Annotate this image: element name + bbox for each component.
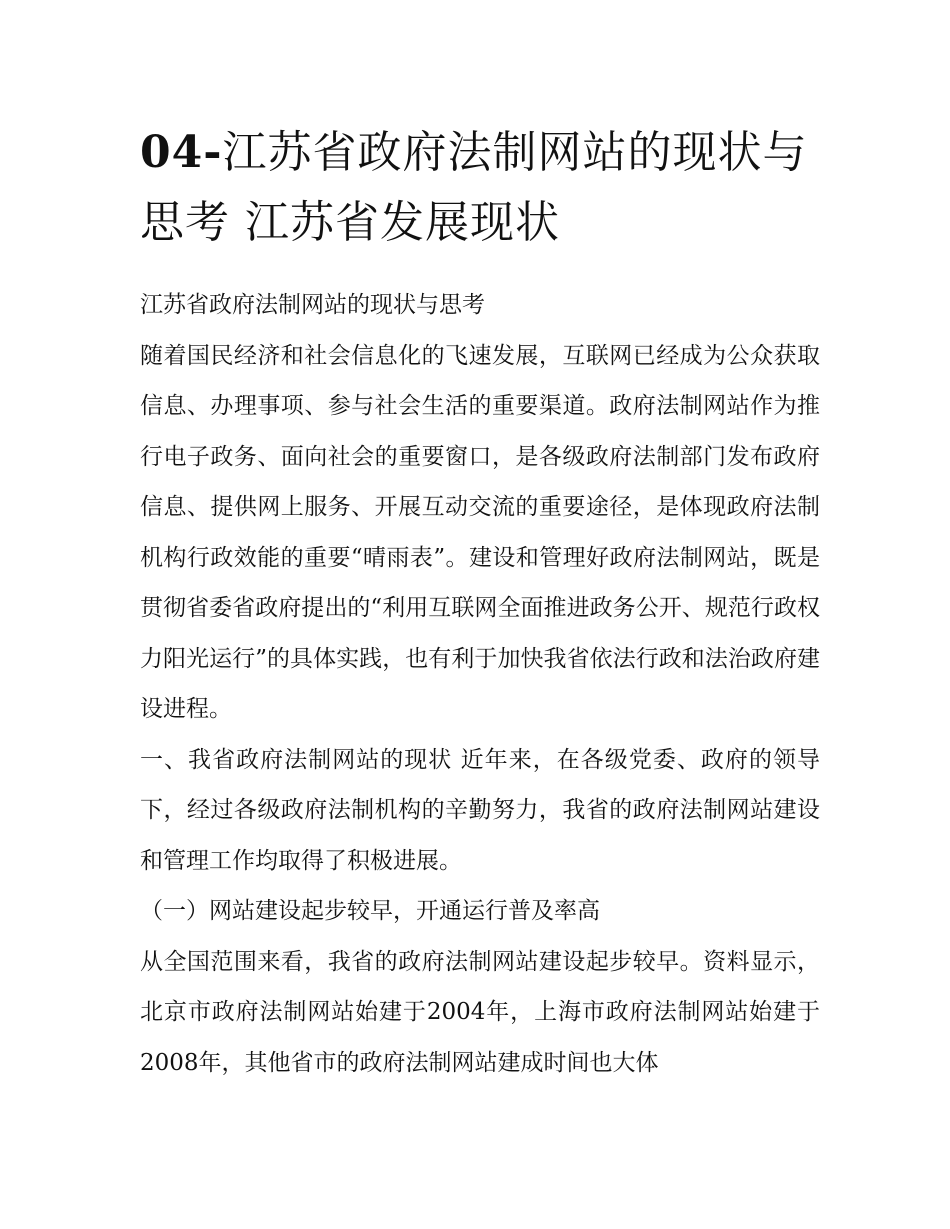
paragraph-section-one: 一、我省政府法制网站的现状 近年来，在各级党委、政府的领导下，经过各级政府法制机构的辛勤努力，我省的政府法制网站建设和管理工作均取得了积极进展。 <box>140 746 820 874</box>
title-prefix: 04- <box>140 127 223 178</box>
paragraph-history: 从全国范围来看，我省的政府法制网站建设起步较早。资料显示，北京市政府法制网站始建于2004年，上海市政府法制网站始建于2008年，其他省市的政府法制网站建成时间也大体 <box>140 948 820 1076</box>
paragraph-subtitle: 江苏省政府法制网站的现状与思考 <box>140 292 485 318</box>
document-page <box>140 118 820 1088</box>
document-body <box>140 280 820 1088</box>
title-main: 江苏省政府法制网站的现状与思考 江苏省发展现状 <box>140 127 808 248</box>
document-title <box>140 118 820 258</box>
paragraph-intro: 随着国民经济和社会信息化的飞速发展，互联网已经成为公众获取信息、办理事项、参与社会生活的重要渠道。政府法制网站作为推行电子政务、面向社会的重要窗口，是各级政府法制部门发布政府信息、提供网上服务、开展互动交流的重要途径，是体现政府法制机构行政效能的重要“晴雨表”。建设和管理好政府法制网站，既是贯彻省委省政府提出的“利用互联网全面推进政务公开、规范行政权力阳光运行”的具体实践，也有利于加快我省依法行政和法治政府建设进程。 <box>140 342 820 722</box>
paragraph-subsection-heading: （一）网站建设起步较早，开通运行普及率高 <box>140 898 600 924</box>
